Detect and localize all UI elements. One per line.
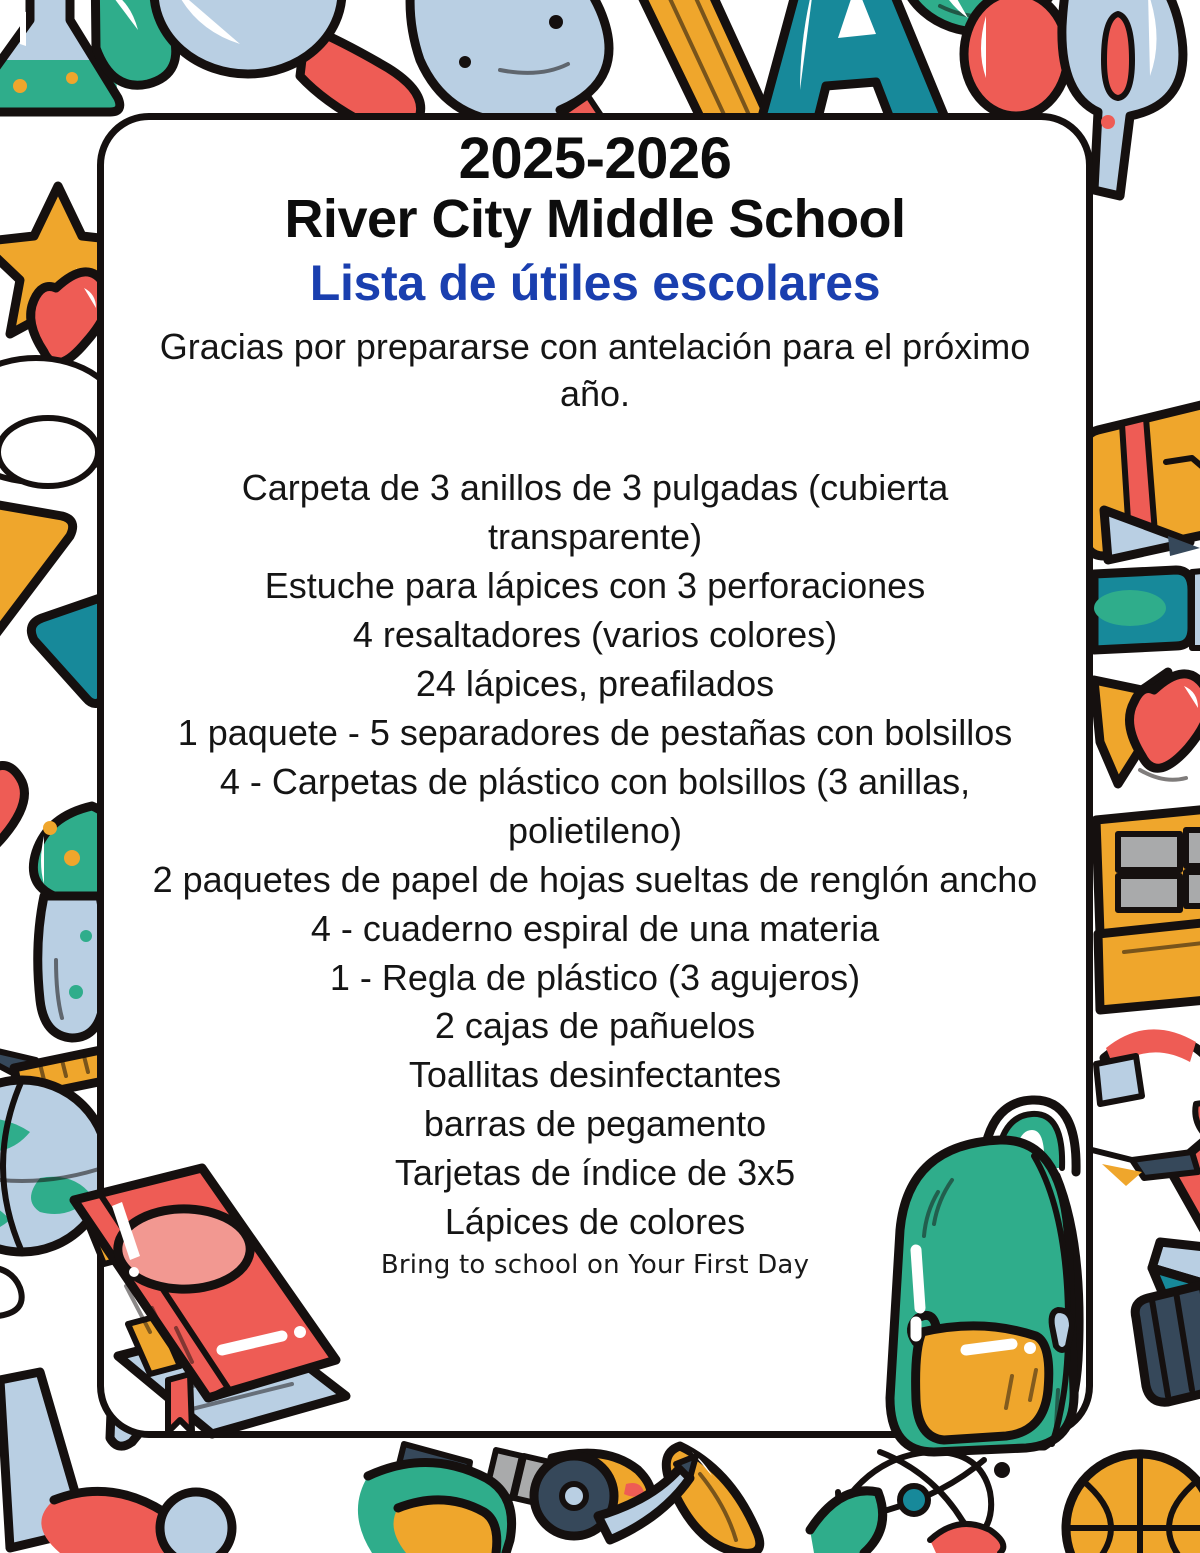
list-item: Carpeta de 3 anillos de 3 pulgadas (cubierta transparente) [241, 466, 949, 557]
balloon-icon [964, 0, 1068, 116]
page-title: Lista de útiles escolares [309, 254, 881, 311]
school-name: River City Middle School [284, 189, 906, 250]
book-icon [74, 1168, 346, 1434]
list-item: 1 paquete - 5 separadores de pestañas con bolsillos [177, 711, 1013, 753]
foreground-doodles [0, 1060, 1200, 1553]
list-item: 2 paquetes de papel de hojas sueltas de renglón ancho [152, 858, 1038, 900]
list-item: 24 lápices, preafilados [415, 662, 775, 704]
backpack-icon [890, 1100, 1079, 1452]
ruler-icon [1096, 806, 1200, 1010]
list-item: Tarjetas de índice de 3x5 [394, 1152, 796, 1194]
intro-text: Gracias por prepararse con antelación para el próximo año. [159, 325, 1031, 415]
list-item: 4 resaltadores (varios colores) [352, 613, 838, 655]
list-item: Estuche para lápices con 3 perforaciones [264, 564, 926, 606]
list-item: 1 - Regla de plástico (3 agujeros) [329, 956, 861, 998]
list-item: 4 - cuaderno espiral de una materia [310, 907, 880, 949]
list-item: Toallitas desinfectantes [408, 1054, 782, 1096]
list-item: 2 cajas de pañuelos [434, 1005, 756, 1047]
eraser-icon [1094, 566, 1200, 650]
school-year: 2025-2026 [458, 126, 732, 191]
closing-note: Bring to school on Your First Day [380, 1250, 810, 1281]
list-item: Lápices de colores [444, 1201, 746, 1243]
list-item: barras de pegamento [423, 1103, 767, 1145]
list-item: 4 - Carpetas de plástico con bolsillos (3 anillas, polietileno) [219, 760, 971, 851]
